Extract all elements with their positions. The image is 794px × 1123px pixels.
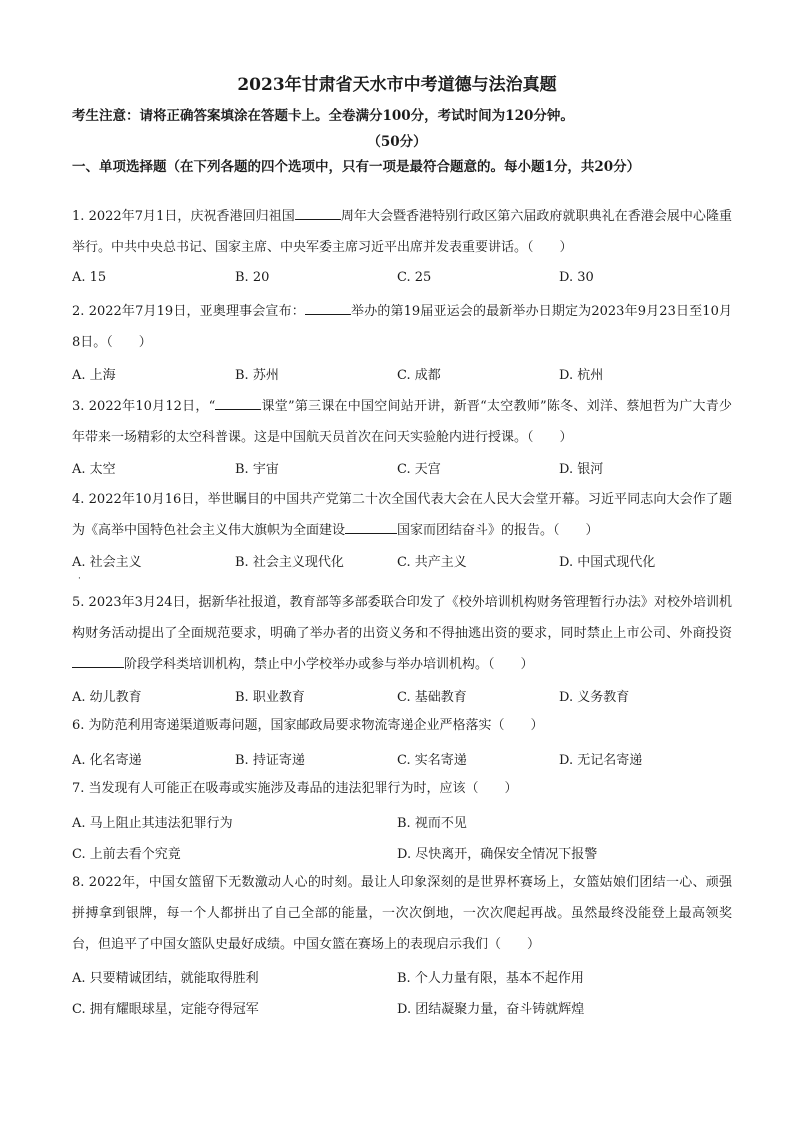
option-d: D. 银河 [559,462,604,477]
options-row [72,686,732,708]
option-d: D. 30 [559,270,594,285]
answer-blank [215,395,261,410]
question-stem: 7. 当发现有人可能正在吸毒或实施涉及毒品的违法犯罪行为时，应该（ ） [72,781,518,796]
question-4 [72,484,732,546]
option-b: B. 职业教育 [235,690,305,705]
option-d: D. 尽快离开，确保安全情况下报警 [397,847,598,862]
option-d: D. 中国式现代化 [559,555,656,570]
options-row [72,551,732,573]
options-row [72,812,732,834]
option-b: B. 20 [235,270,270,285]
option-d: D. 无记名寄递 [559,753,643,768]
option-d: D. 义务教育 [559,690,630,705]
option-b: B. 宇宙 [235,462,279,477]
options-row [72,364,732,386]
option-b: B. 视而不见 [397,816,467,831]
stray-mark: · [78,574,81,584]
option-c: C. 基础教育 [397,690,467,705]
option-c: C. 实名寄递 [397,753,467,768]
options-row [72,458,732,480]
question-stem: 周年大会暨香港特别行政区第六届政府就职典礼在香港会展中心隆重举行。中共中央总书记、国家主席、中央军委主席习近平出席并发表重要讲话。（ ） [72,209,732,255]
options-row [72,270,732,292]
option-a: A. 上海 [72,368,116,383]
option-c: C. 25 [397,270,432,285]
question-stem: 5. 2023年3月24日，据新华社报道，教育部等多部委联合印发了《校外培训机构财务管理暂行办法》对校外培训机构财务活动提出了全面规范要求，明确了举办者的出资义务和不得抽逃出资的要求，同时禁止上市公司、外商投资 [72,595,732,641]
answer-blank [72,653,124,668]
answer-blank [345,519,397,534]
question-3 [72,391,732,453]
option-c: C. 拥有耀眼球星，定能夺得冠军 [72,1002,259,1017]
question-stem: 4. 2022年10月16日，举世瞩目的中国共产党第二十次全国代表大会在人民大会堂开幕。习近平同志向大会作了题为《高举中国特色社会主义伟大旗帜为全面建设 [72,492,732,538]
option-a: A. 只要精诚团结，就能取得胜利 [72,971,259,986]
page-title: 2023年甘肃省天水市中考道德与法治真题 [237,75,557,95]
answer-blank [305,300,351,315]
option-b: B. 社会主义现代化 [235,555,344,570]
options-row [72,998,732,1020]
question-stem: 6. 为防范利用寄递渠道贩毒问题，国家邮政局要求物流寄递企业严格落实（ ） [72,718,544,733]
option-d: D. 团结凝聚力量，奋斗铸就辉煌 [397,1002,585,1017]
option-a: A. 太空 [72,462,116,477]
option-a: A. 15 [72,270,107,285]
options-row [72,843,732,865]
total-score: （50分） [367,134,427,150]
question-stem: 2. 2022年7月19日，亚奥理事会宣布： [72,304,305,319]
option-c: C. 成都 [397,368,441,383]
question-2 [72,296,732,358]
question-6 [72,710,732,741]
question-stem: 1. 2022年7月1日，庆祝香港回归祖国 [72,209,295,224]
exam-notice: 考生注意：请将正确答案填涂在答题卡上。全卷满分100分，考试时间为120分钟。 [72,108,574,124]
option-c: C. 天宫 [397,462,441,477]
question-8 [72,867,732,960]
question-stem: 8. 2022年，中国女篮留下无数激动人心的时刻。最让人印象深刻的是世界杯赛场上，女篮姑娘们团结一心、顽强拼搏拿到银牌，每一个人都拼出了自己全部的能量，一次次倒地，一次次爬起再战。虽然最终没能登上最高领奖台，但追平了中国女篮队史最好成绩。中国女篮在赛场上的表现启示我们（ ） [72,875,732,952]
question-stem: 阶段学科类培训机构，禁止中小学校举办或参与举办培训机构。（ ） [124,657,534,672]
option-b: B. 苏州 [235,368,279,383]
question-stem: 课堂”第三课在中国空间站开讲，新晋“太空教师”陈冬、刘洋、蔡旭哲为广大青少年带来一场精彩的太空科普课。这是中国航天员首次在问天实验舱内进行授课。（ ） [72,399,732,445]
options-row [72,749,732,771]
option-a: A. 马上阻止其违法犯罪行为 [72,816,233,831]
option-c: C. 上前去看个究竟 [72,847,181,862]
options-row [72,967,732,989]
question-5 [72,587,732,680]
option-b: B. 个人力量有限，基本不起作用 [397,971,584,986]
option-a: A. 社会主义 [72,555,142,570]
question-7 [72,773,732,804]
option-a: A. 化名寄递 [72,753,142,768]
question-stem: 国家而团结奋斗》的报告。（ ） [397,523,599,538]
question-stem: 举办的第19届亚运会的最新举办日期定为2023年9月23日至10月8日。（ ） [72,304,733,350]
option-a: A. 幼儿教育 [72,690,142,705]
section-heading: 一、单项选择题（在下列各题的四个选项中，只有一项是最符合题意的。每小题1分，共20分） [72,159,641,175]
question-stem: 3. 2022年10月12日，“ [72,399,216,414]
answer-blank [295,205,341,220]
option-c: C. 共产主义 [397,555,467,570]
question-1 [72,201,732,263]
option-d: D. 杭州 [559,368,604,383]
option-b: B. 持证寄递 [235,753,305,768]
